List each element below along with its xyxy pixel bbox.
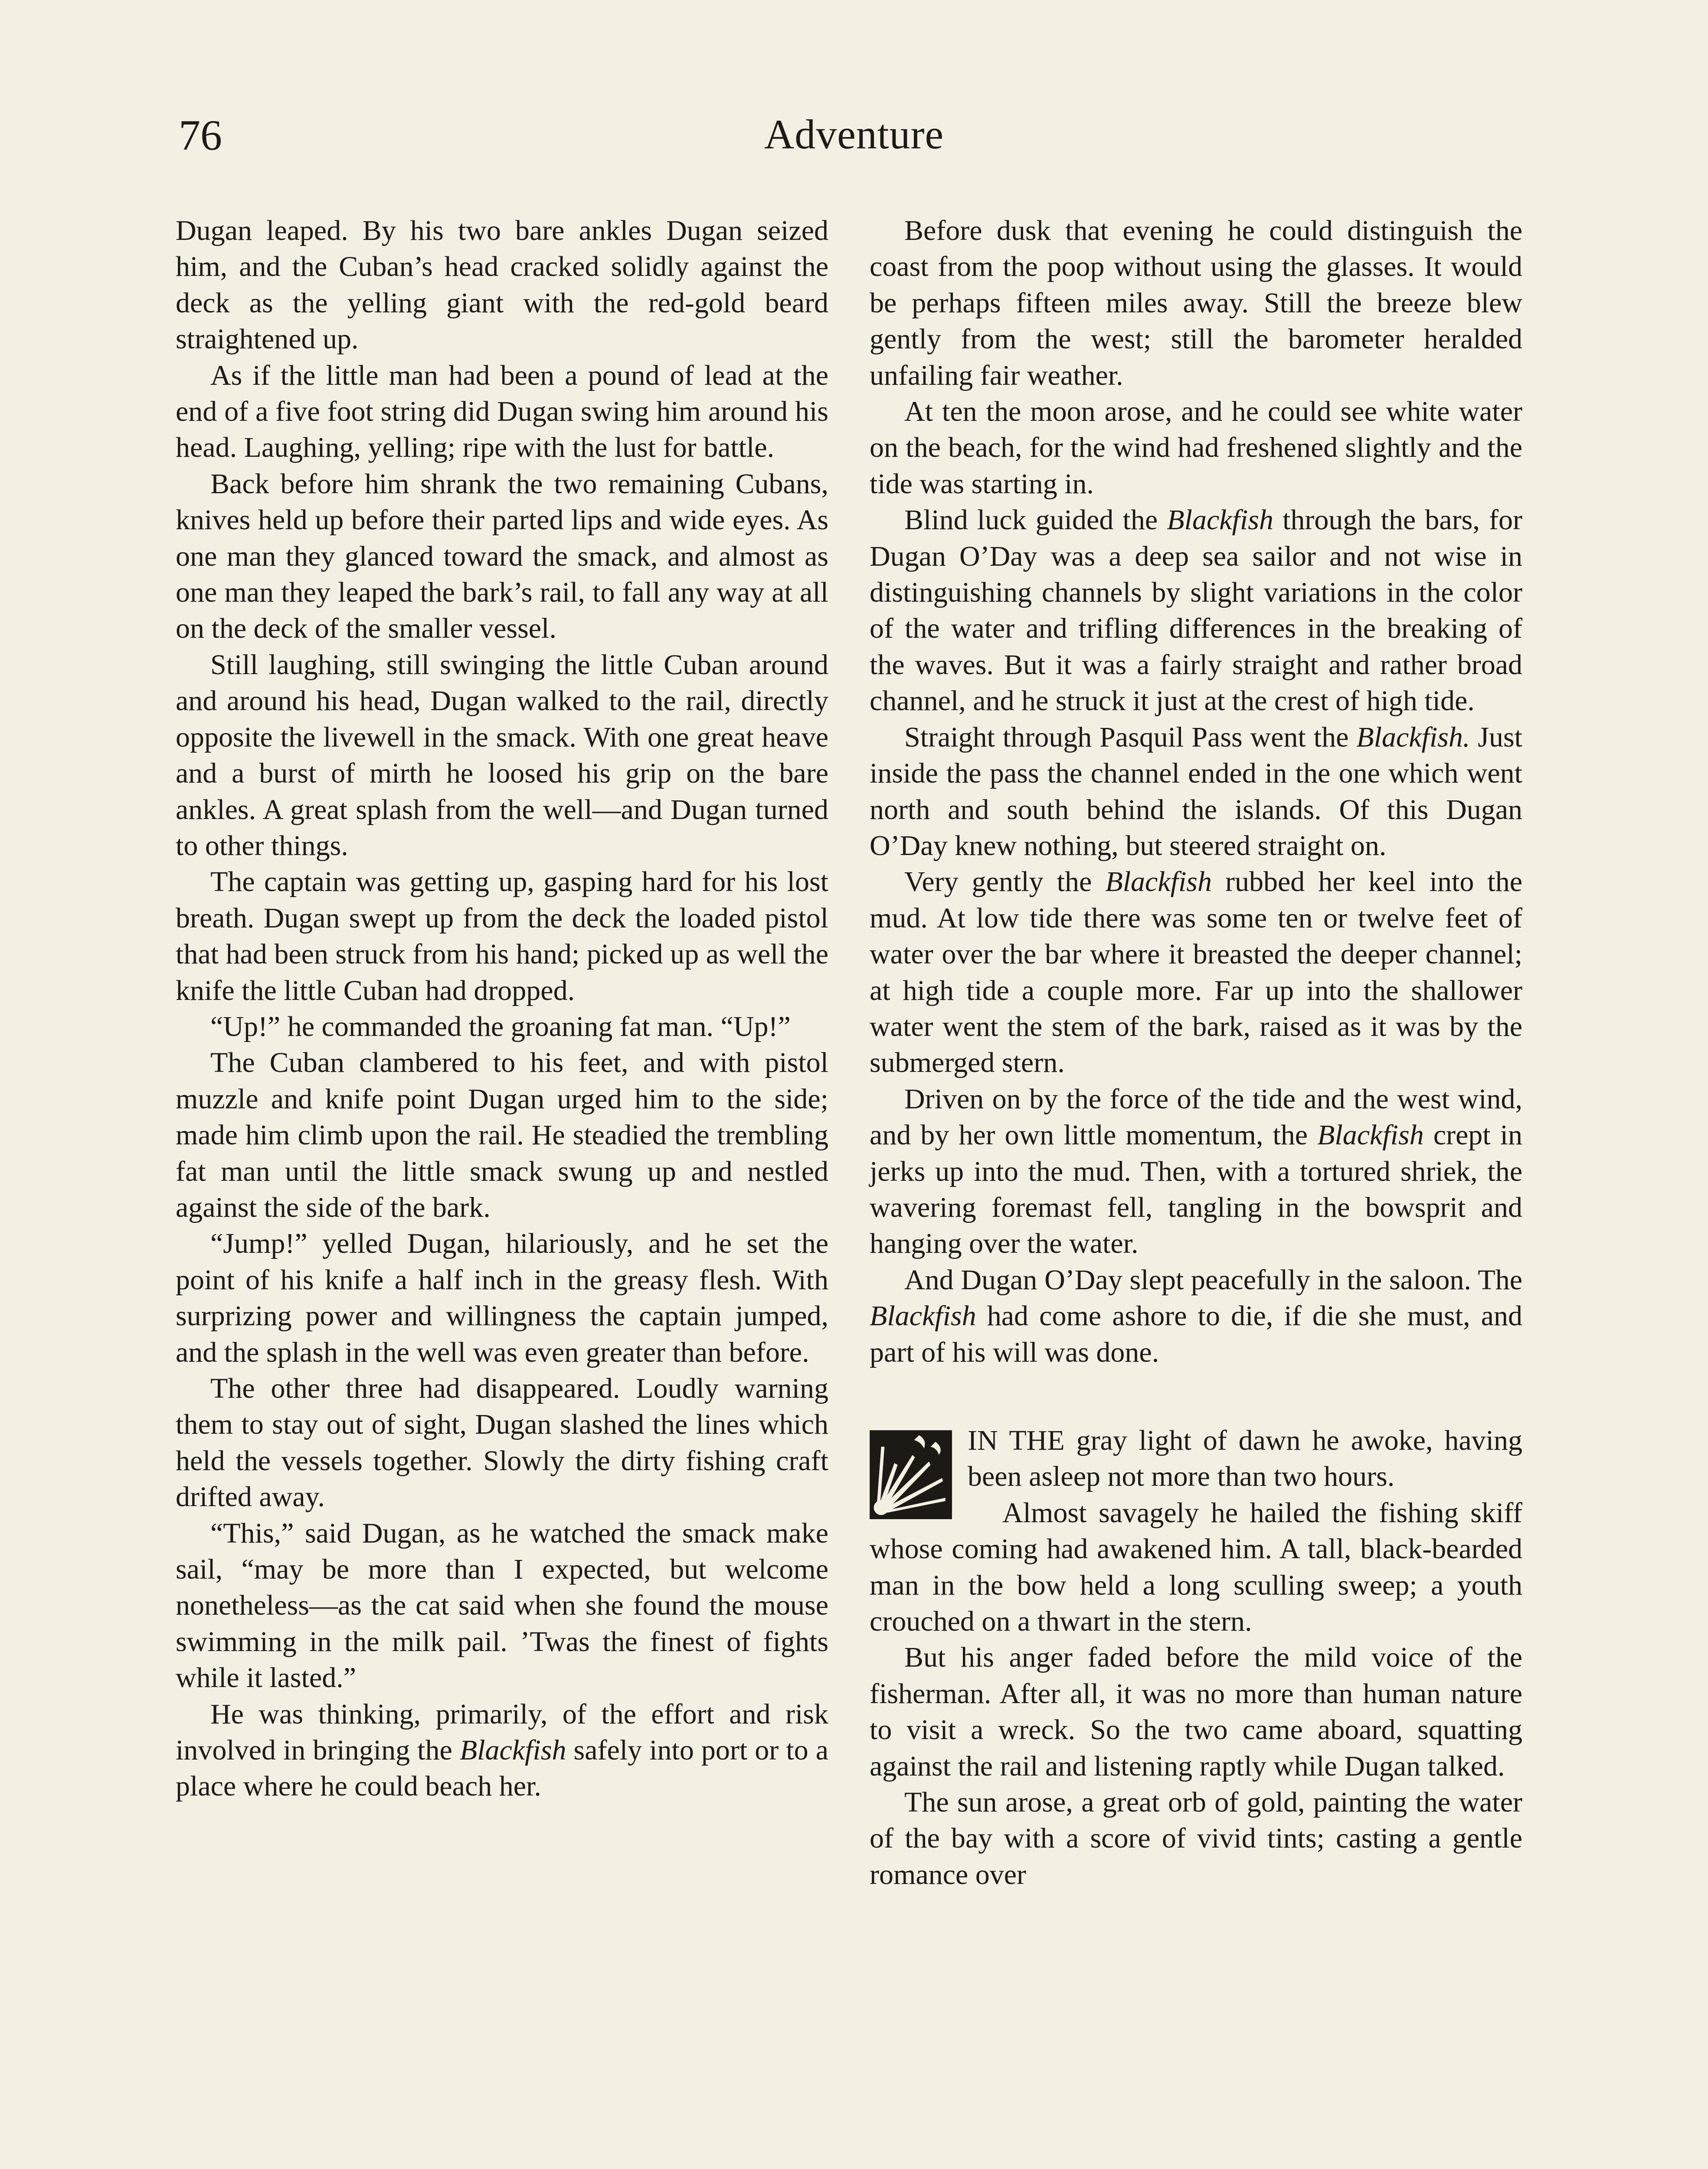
ship-name: Blackfish <box>459 1734 566 1766</box>
paragraph <box>870 1081 1522 1262</box>
paragraph: Back before him shrank the two remaining Cubans, knives held up before their parted lips and wide eyes. As one man they glanced toward the smack, and almost as one man they leaped the bark’s rail, to fall any way at all on the deck of the smaller vessel. <box>176 468 828 645</box>
ship-name: Blackfish <box>870 1300 976 1332</box>
ship-name: Blackfish <box>1105 866 1212 898</box>
text-run: Just inside the pass the channel ended in the one which went north and south behind the islands. Of this Dugan O’Day knew nothing, but steered straight on. <box>870 721 1522 862</box>
paragraph: But his anger faded before the mild voice of the fisherman. After all, it was no more than human nature to visit a wreck. So the two came aboard, squatting against the rail and listening raptly while Dugan talked. <box>870 1641 1522 1782</box>
left-column <box>176 213 828 1805</box>
text-run: had come ashore to die, if die she must, and part of his will was done. <box>870 1300 1522 1368</box>
paragraph: “Jump!” yelled Dugan, hilariously, and he set the point of his knife a half inch in the greasy flesh. With surprizing power and willingness the captain jumped, and the splash in the well was even greater than before. <box>176 1228 828 1368</box>
paragraph: As if the little man had been a pound of lead at the end of a five foot string did Dugan swing him around his head. Laughing, yelling; ripe with the lust for battle. <box>176 359 828 464</box>
section-opening-paragraph <box>870 1422 1522 1495</box>
text-run: Driven on by the force of the tide and the west wind, and by her own little momentum, the <box>870 1083 1522 1151</box>
paragraph: The captain was getting up, gasping hard for his lost breath. Dugan swept up from the deck the loaded pistol that had been struck from his hand; picked up as well the knife the little Cuban had dropped. <box>176 866 828 1006</box>
running-title: Adventure <box>764 111 944 157</box>
text-run: crept in jerks up into the mud. Then, with a tortured shriek, the wavering foremast fell, tangling in the bowsprit and hanging over the water. <box>870 1119 1522 1260</box>
paragraph <box>870 864 1522 1081</box>
right-column <box>870 213 1522 1893</box>
paragraph: The Cuban clambered to his feet, and with pistol muzzle and knife point Dugan urged him to the side; made him climb upon the rail. He steadied the trembling fat man until the little smack swung up and nestled against the side of the bark. <box>176 1047 828 1223</box>
paragraph <box>176 1696 828 1805</box>
text-run: rubbed her keel into the mud. At low tide there was some ten or twelve feet of water over the bar where it breasted the deeper channel; at high tide a couple more. Far up into the shallower water went the stem of the bark, raised as it was by the submerged stern. <box>870 866 1523 1079</box>
text-run: Straight through Pasquil Pass went the <box>904 721 1357 753</box>
paragraph: Still laughing, still swinging the little Cuban around and around his head, Dugan walked to the rail, directly opposite the livewell in the smack. With one great heave and a burst of mirth he loosed his grip on the bare ankles. A great splash from the well—and Dugan turned to other things. <box>176 649 828 862</box>
paragraph: Almost savagely he hailed the fishing skiff whose coming had awakened him. A tall, black-bearded man in the bow held a long sculling sweep; a youth crouched on a thwart in the stern. <box>870 1497 1522 1638</box>
paragraph <box>870 719 1522 864</box>
woodcut-sunburst-ornament-icon <box>870 1430 952 1519</box>
text-run: through the bars, for Dugan O’Day was a deep sea sailor and not wise in distinguishing channels by slight variations in the color of the water and trifling differences in the breaking of the waves. But it was a fairly straight and rather broad channel, and he struck it just at the crest of high tide. <box>870 504 1522 717</box>
ship-name: Blackfish. <box>1356 721 1470 753</box>
paragraph: Before dusk that evening he could distinguish the coast from the poop without using the glasses. It would be perhaps fifteen miles away. Still the breeze blew gently from the west; still the barometer heralded unfailing fair weather. <box>870 215 1522 391</box>
paragraph: At ten the moon arose, and he could see white water on the beach, for the wind had freshened slightly and the tide was starting in. <box>870 396 1522 500</box>
paragraph: “This,” said Dugan, as he watched the smack make sail, “may be more than I expected, but welcome nonetheless—as the cat said when she found the mouse swimming in the milk pail. ’Twas the finest of fights while it lasted.” <box>176 1517 828 1694</box>
text-run: Blind luck guided the <box>904 504 1167 536</box>
text-run: IN THE gray light of dawn he awoke, having been asleep not more than two hours. <box>968 1425 1522 1493</box>
paragraph: Dugan leaped. By his two bare ankles Dugan seized him, and the Cuban’s head cracked solidly against the deck as the yelling giant with the red-gold beard straightened up. <box>176 215 828 355</box>
ship-name: Blackfish <box>1167 504 1273 536</box>
page-number: 76 <box>179 111 222 159</box>
paragraph: “Up!” he commanded the groaning fat man. “Up!” <box>210 1010 791 1042</box>
text-run: And Dugan O’Day slept peacefully in the saloon. The <box>904 1264 1522 1296</box>
ship-name: Blackfish <box>1317 1119 1424 1151</box>
text-run: safely into port or to a place where he could beach her. <box>176 1734 829 1802</box>
text-run: Very gently the <box>904 866 1106 898</box>
paragraph <box>870 1262 1522 1370</box>
text-run: He was thinking, primarily, of the effort and risk involved in bringing the <box>176 1698 828 1766</box>
paragraph: The sun arose, a great orb of gold, painting the water of the bay with a score of vivid tints; casting a gentle romance over <box>870 1786 1522 1891</box>
paragraph: The other three had disappeared. Loudly warning them to stay out of sight, Dugan slashed the lines which held the vessels together. Slowly the dirty fishing craft drifted away. <box>176 1373 828 1513</box>
paragraph <box>870 502 1522 719</box>
